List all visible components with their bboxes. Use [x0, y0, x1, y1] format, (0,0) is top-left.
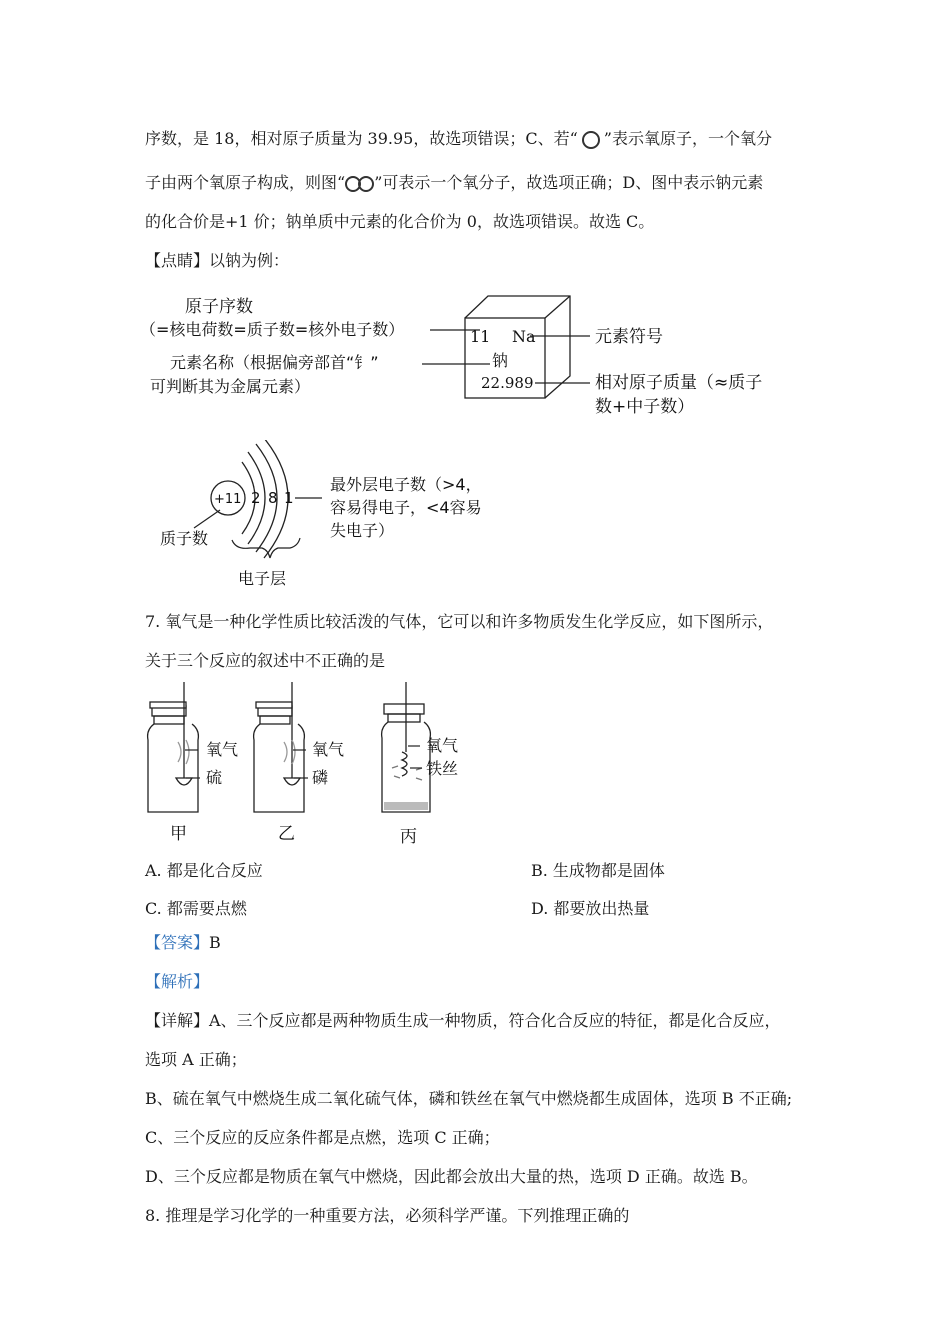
element-name-label-2: 可判断其为金属元素）	[150, 377, 311, 396]
atomic-number: 11	[470, 327, 491, 346]
proton-number-label: 质子数	[160, 529, 209, 548]
shell-count-3: 1	[284, 489, 294, 507]
detail-line-5: D、三个反应都是物质在氧气中燃烧，因此都会放出大量的热，选项 D 正确。故选 B。	[145, 1167, 758, 1186]
bottle-jia-caption: 甲	[170, 824, 187, 844]
electron-shell-label: 电子层	[238, 569, 287, 588]
option-a: A. 都是化合反应	[145, 861, 263, 880]
bottle-jia-gas: 氧气	[206, 740, 239, 759]
answer-line	[145, 932, 221, 954]
bottle-bing-substance: 铁丝	[426, 759, 459, 778]
answer-label: 【答案】	[145, 933, 210, 952]
bottle-yi	[254, 682, 305, 812]
detail-line-2: 选项 A 正确；	[145, 1050, 247, 1069]
text-fragment: 子由两个氧原子构成，则图“	[145, 173, 346, 192]
analysis-label: 【解析】	[145, 972, 210, 991]
electron-shell-arcs	[242, 440, 288, 558]
nucleus-charge: +11	[214, 492, 242, 507]
text-fragment: ”可表示一个氧分子，故选项正确；D、图中表示钠元素	[374, 173, 764, 192]
element-symbol: Na	[512, 327, 536, 346]
question-7-stem-line-2: 关于三个反应的叙述中不正确的是	[145, 651, 386, 670]
bottle-bing-sand	[384, 802, 428, 810]
outer-electron-label-3: 失电子）	[330, 521, 395, 540]
oxygen-molecule-icon	[345, 173, 374, 192]
detail-line-1: 【详解】A、三个反应都是两种物质生成一种物质，符合化合反应的特征，都是化合反应，	[145, 1011, 781, 1030]
text-line	[145, 128, 772, 150]
bottle-jia	[148, 682, 199, 812]
outer-electron-label-1: 最外层电子数（>4，	[330, 475, 482, 494]
atomic-number-note: （=核电荷数=质子数=核外电子数）	[140, 320, 405, 339]
atomic-mass-label: 相对原子质量（≈质子	[595, 373, 763, 393]
question-7-stem-line-1: 7. 氧气是一种化学性质比较活泼的气体，它可以和许多物质发生化学反应，如下图所示，	[145, 612, 774, 631]
option-c: C. 都需要点燃	[145, 899, 247, 918]
element-symbol-label: 元素符号	[595, 327, 663, 347]
oxygen-atom-icon	[582, 131, 600, 149]
text-fragment: 序数，是 18，相对原子质量为 39.95，故选项错误；C、若“	[145, 129, 578, 148]
element-name: 钠	[492, 351, 509, 370]
bottle-yi-gas: 氧气	[312, 740, 345, 759]
atomic-mass-label-2: 数+中子数）	[595, 397, 695, 417]
bottle-yi-substance: 磷	[312, 768, 329, 787]
reaction-bottles-figure	[140, 682, 500, 850]
detail-line-4: C、三个反应的反应条件都是点燃，选项 C 正确；	[145, 1128, 500, 1147]
bottle-bing-caption: 丙	[400, 827, 417, 847]
element-name-label: 元素名称（根据偏旁部首“钅”	[170, 353, 379, 372]
answer-value: B	[209, 933, 221, 952]
option-d: D. 都要放出热量	[531, 899, 650, 918]
element-cell-diagram	[140, 288, 800, 423]
bottle-bing	[382, 682, 431, 812]
detail-line-3: B、硫在氧气中燃烧生成二氧化硫气体，磷和铁丝在氧气中燃烧都生成固体，选项 B 不正确;	[145, 1089, 793, 1108]
shell-count-2: 8	[268, 489, 278, 507]
question-8-stem: 8. 推理是学习化学的一种重要方法，必须科学严谨。下列推理正确的	[145, 1206, 630, 1225]
outer-electron-label-2: 容易得电子，<4容易	[330, 498, 482, 517]
atom-structure-diagram	[150, 440, 510, 590]
bottle-bing-gas: 氧气	[426, 736, 459, 755]
bottle-jia-substance: 硫	[206, 768, 223, 787]
bottle-yi-caption: 乙	[278, 824, 295, 844]
shell-count-1: 2	[251, 489, 261, 507]
atomic-mass: 22.989	[481, 374, 534, 392]
note-heading: 【点睛】以钠为例：	[145, 251, 290, 270]
text-line	[145, 172, 763, 194]
text-fragment: ”表示氧原子，一个氧分	[603, 129, 772, 148]
option-b: B. 生成物都是固体	[531, 861, 665, 880]
text-line: 的化合价是+1 价；钠单质中元素的化合价为 0，故选项错误。故选 C。	[145, 212, 655, 231]
atomic-number-title: 原子序数	[185, 297, 253, 317]
